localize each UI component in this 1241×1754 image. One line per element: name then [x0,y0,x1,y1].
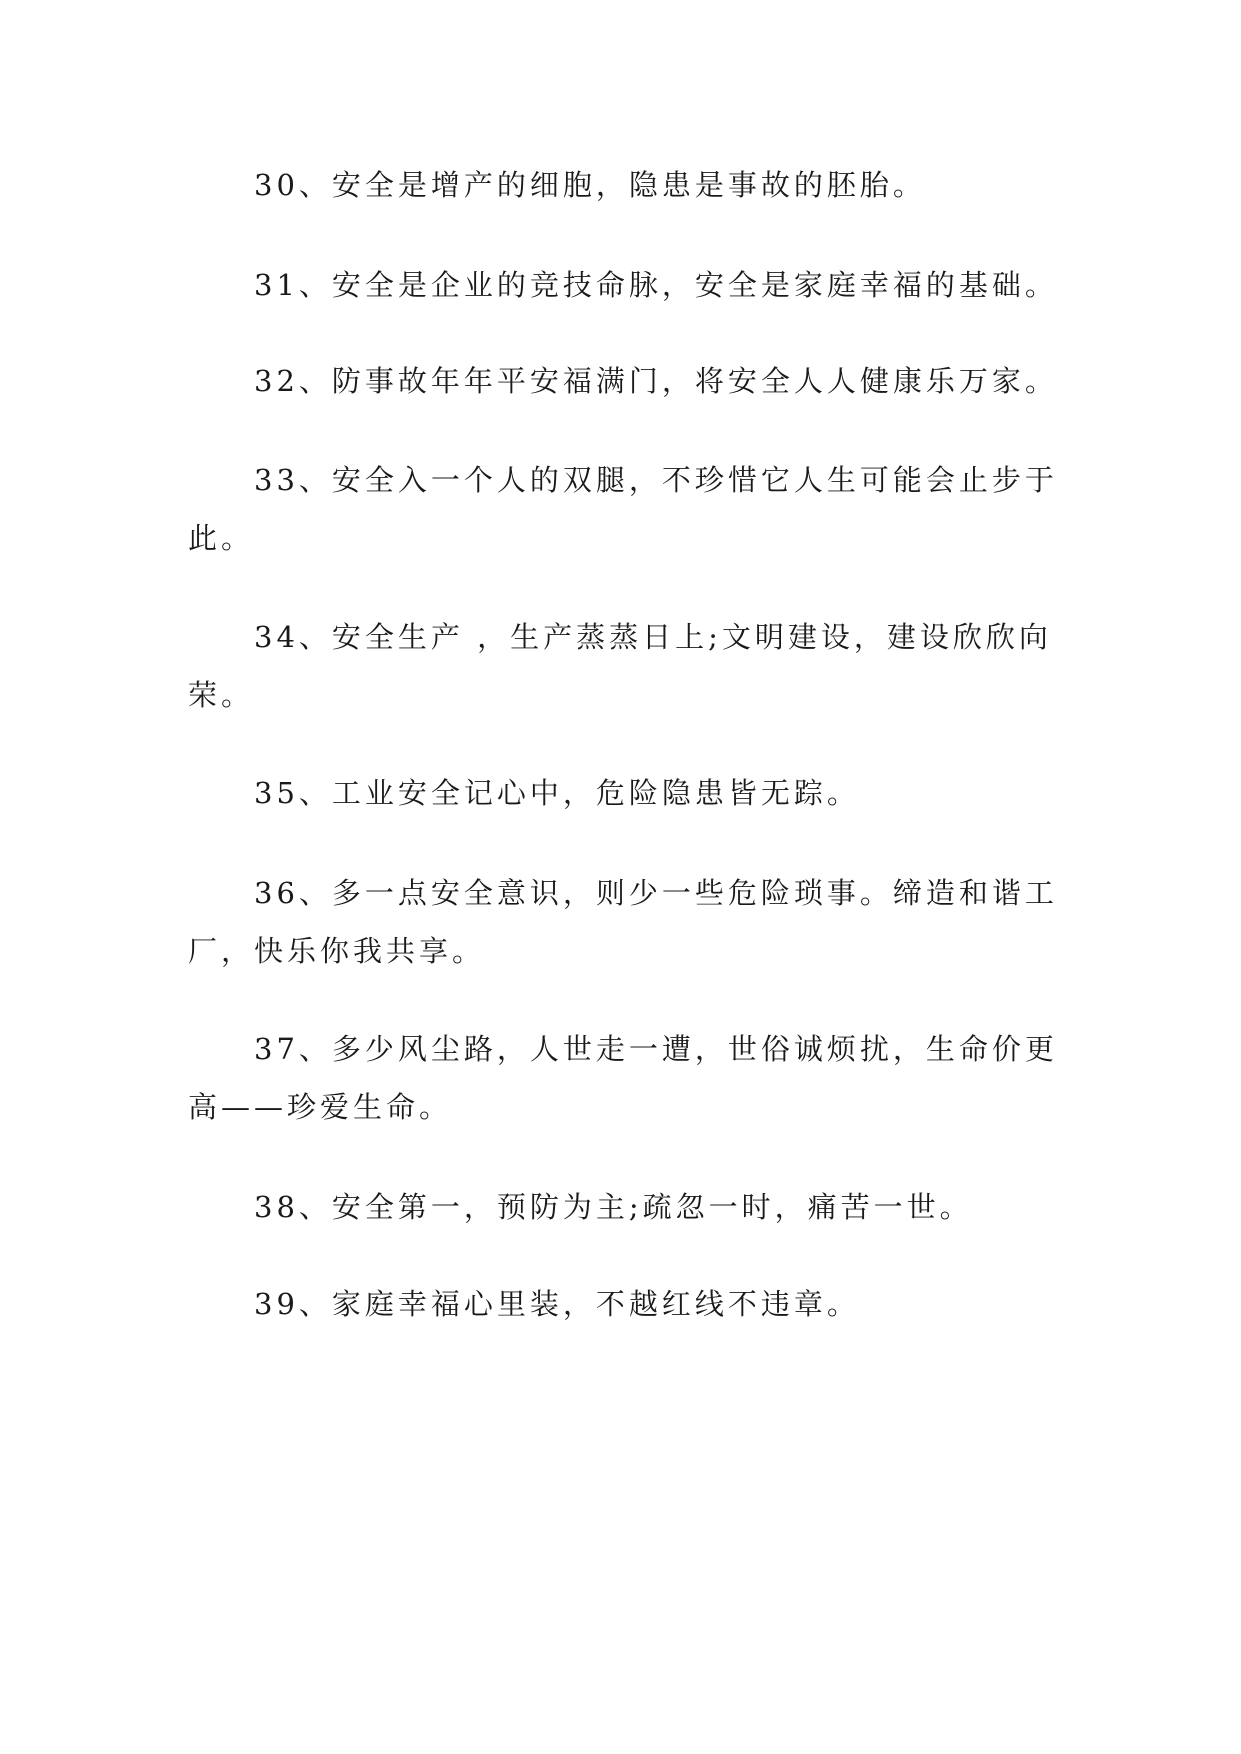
list-item-32: 32、防事故年年平安福满门，将安全人人健康乐万家。 [254,364,1058,398]
list-item-34: 34、安全生产 ，生产蒸蒸日上;文明建设，建设欣欣向荣。 [188,620,1052,712]
list-item-35: 35、工业安全记心中，危险隐患皆无踪。 [254,776,860,810]
list-item-30: 30、安全是增产的细胞，隐患是事故的胚胎。 [254,168,926,202]
list-item-31: 31、安全是企业的竞技命脉，安全是家庭幸福的基础。 [254,268,1058,302]
list-item-38: 38、安全第一，预防为主;疏忽一时，痛苦一世。 [254,1190,973,1224]
list-item-39: 39、家庭幸福心里装，不越红线不违章。 [254,1287,860,1321]
list-item-36: 36、多一点安全意识，则少一些危险琐事。缔造和谐工厂，快乐你我共享。 [188,876,1058,968]
list-item-33: 33、安全入一个人的双腿，不珍惜它人生可能会止步于此。 [188,463,1058,555]
list-item-37: 37、多少风尘路，人世走一遭，世俗诚烦扰，生命价更高——珍爱生命。 [188,1032,1058,1124]
